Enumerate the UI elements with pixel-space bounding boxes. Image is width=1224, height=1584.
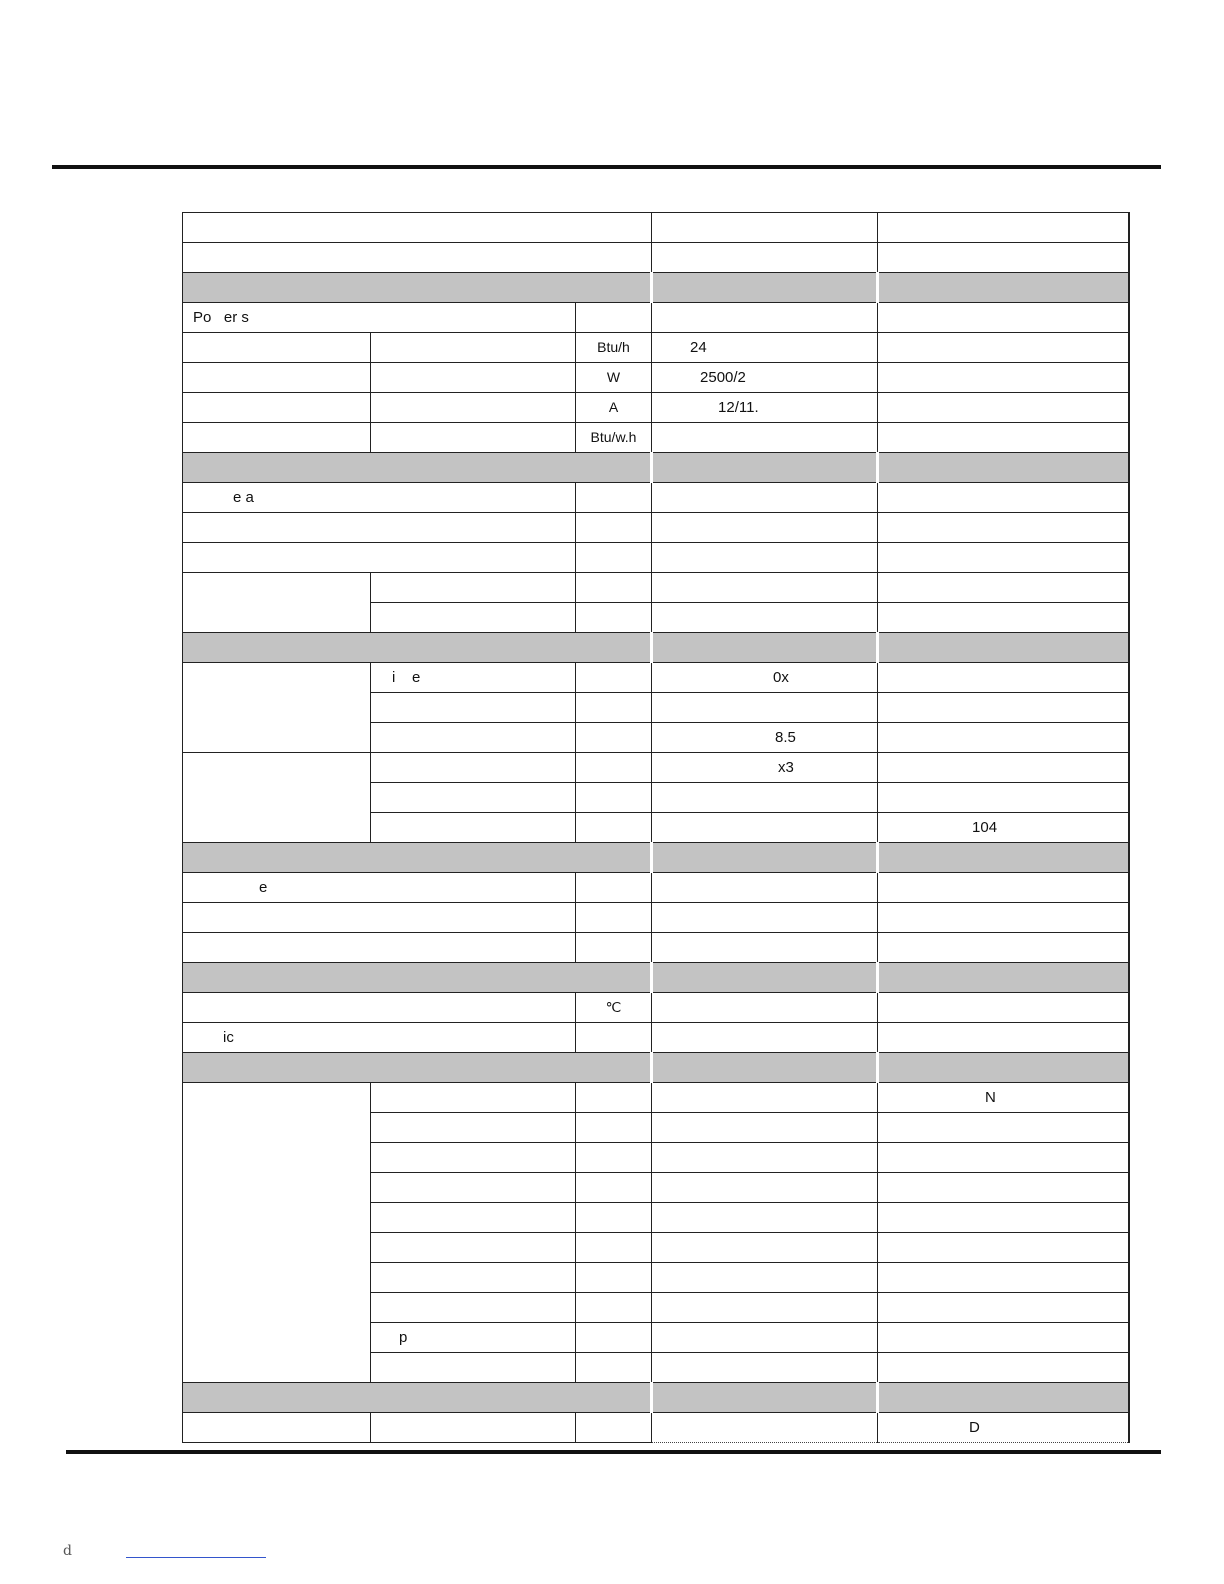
- table-row: [183, 243, 1129, 273]
- weight-value: 104: [878, 813, 1129, 843]
- footer-rule: [66, 1450, 1161, 1454]
- accessory-value: N: [878, 1083, 1129, 1113]
- power-input-value: 2500/2: [652, 363, 878, 393]
- dimension-value: 0x: [652, 663, 878, 693]
- dimension-label: i e: [371, 663, 576, 693]
- accessory-label: p: [371, 1323, 576, 1353]
- unit-a: A: [576, 393, 652, 423]
- capacity-value: 24: [652, 333, 878, 363]
- table-row: [183, 1023, 1129, 1053]
- section-header-row: [183, 963, 1129, 993]
- model-label-cell: [183, 213, 652, 243]
- last-row-value: D: [878, 1413, 1129, 1443]
- dimension-value: x3: [652, 753, 878, 783]
- unit-celsius: ℃: [576, 993, 652, 1023]
- table-row: [183, 423, 1129, 453]
- table-row: [183, 873, 1129, 903]
- section-header-row: [183, 1383, 1129, 1413]
- table-row: [183, 213, 1129, 243]
- table-row: [183, 753, 1129, 783]
- air-flow-label: e a: [183, 483, 576, 513]
- section-header-row: [183, 273, 1129, 303]
- power-supply-label: Po er s: [183, 303, 576, 333]
- table-row: [183, 303, 1129, 333]
- table-row: [183, 933, 1129, 963]
- table-row: [183, 663, 1129, 693]
- table-row: [183, 903, 1129, 933]
- section-header-row: [183, 633, 1129, 663]
- table-row: [183, 363, 1129, 393]
- table-row: [183, 393, 1129, 423]
- section-header-row: [183, 843, 1129, 873]
- table-row: [183, 1413, 1129, 1443]
- table-row: [183, 483, 1129, 513]
- footer-mark: d: [63, 1543, 72, 1559]
- current-value: 12/11.: [652, 393, 878, 423]
- table-row: [183, 333, 1129, 363]
- section-header-row: [183, 453, 1129, 483]
- table-row: [183, 513, 1129, 543]
- table-row: [183, 543, 1129, 573]
- unit-eer: Btu/w.h: [576, 423, 652, 453]
- section-header-row: [183, 1053, 1129, 1083]
- table-row: [183, 573, 1129, 603]
- header-rule: [52, 165, 1161, 169]
- weight-value: 8.5: [652, 723, 878, 753]
- noise-label: e: [183, 873, 576, 903]
- spec-table: [182, 212, 1130, 1443]
- unit-btuh: Btu/h: [576, 333, 652, 363]
- table-row: [183, 993, 1129, 1023]
- unit-w: W: [576, 363, 652, 393]
- electric-label: ic: [183, 1023, 576, 1053]
- table-row: [183, 1083, 1129, 1113]
- footer-link[interactable]: [126, 1557, 266, 1558]
